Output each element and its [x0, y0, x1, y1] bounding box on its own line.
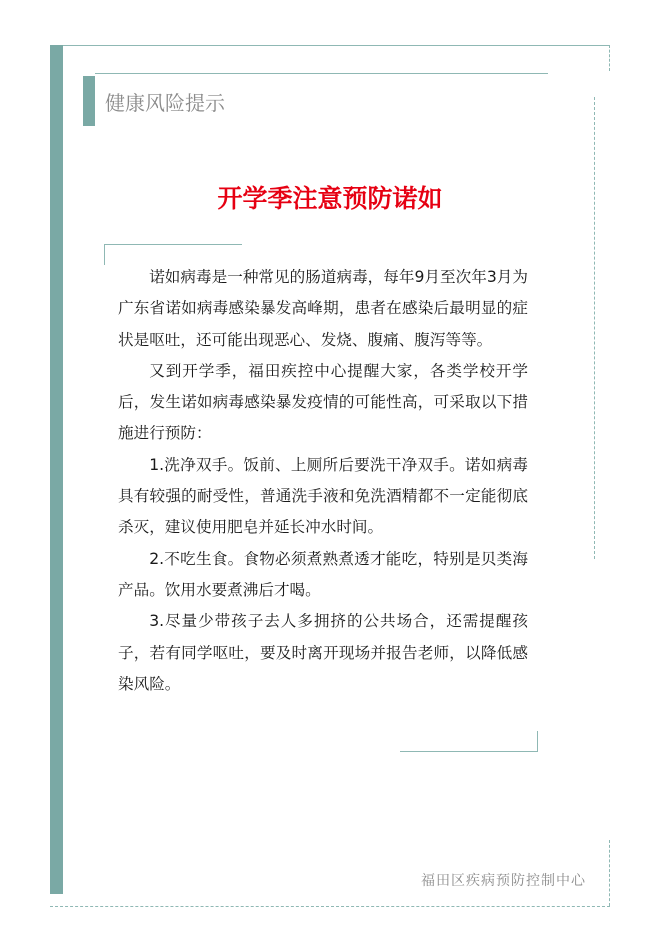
paragraph-reminder: 又到开学季，福田疾控中心提醒大家，各类学校开学后，发生诺如病毒感染暴发疫情的可能性高，可采取以下措施进行预防： [118, 361, 528, 443]
page-title: 开学季注意预防诺如 [217, 183, 443, 213]
section-label: 健康风险提示 [105, 91, 225, 115]
article-body [118, 262, 528, 700]
paragraph-measure-3: 3.尽量少带孩子去人多拥挤的公共场合，还需提醒孩子，若有同学呕吐，要及时离开现场并报告老师，以降低感染风险。 [118, 612, 528, 693]
right-dashed-border-top [609, 45, 610, 71]
corner-bracket-bottom-right [400, 731, 538, 752]
right-dashed-border-bottom [609, 840, 610, 906]
right-dashed-border [594, 97, 595, 559]
header-rule [95, 73, 548, 74]
footer-organization: 福田区疾病预防控制中心 [421, 873, 586, 889]
paragraph-intro: 诺如病毒是一种常见的肠道病毒，每年9月至次年3月为广东省诺如病毒感染暴发高峰期，患者在感染后最明显的症状是呕吐，还可能出现恶心、发烧、腹痛、腹泻等等。 [118, 268, 528, 349]
bottom-dashed-border [50, 906, 610, 907]
left-accent-bar [50, 45, 63, 894]
paragraph-measure-2: 2.不吃生食。食物必须煮熟煮透才能吃，特别是贝类海产品。饮用水要煮沸后才喝。 [118, 549, 528, 599]
header-accent-block [83, 76, 95, 126]
paragraph-measure-1: 1.洗净双手。饭前、上厕所后要洗干净双手。诺如病毒具有较强的耐受性，普通洗手液和免洗酒精都不一定能彻底杀灭，建议使用肥皂并延长冲水时间。 [118, 455, 528, 537]
top-border-line [63, 45, 610, 46]
